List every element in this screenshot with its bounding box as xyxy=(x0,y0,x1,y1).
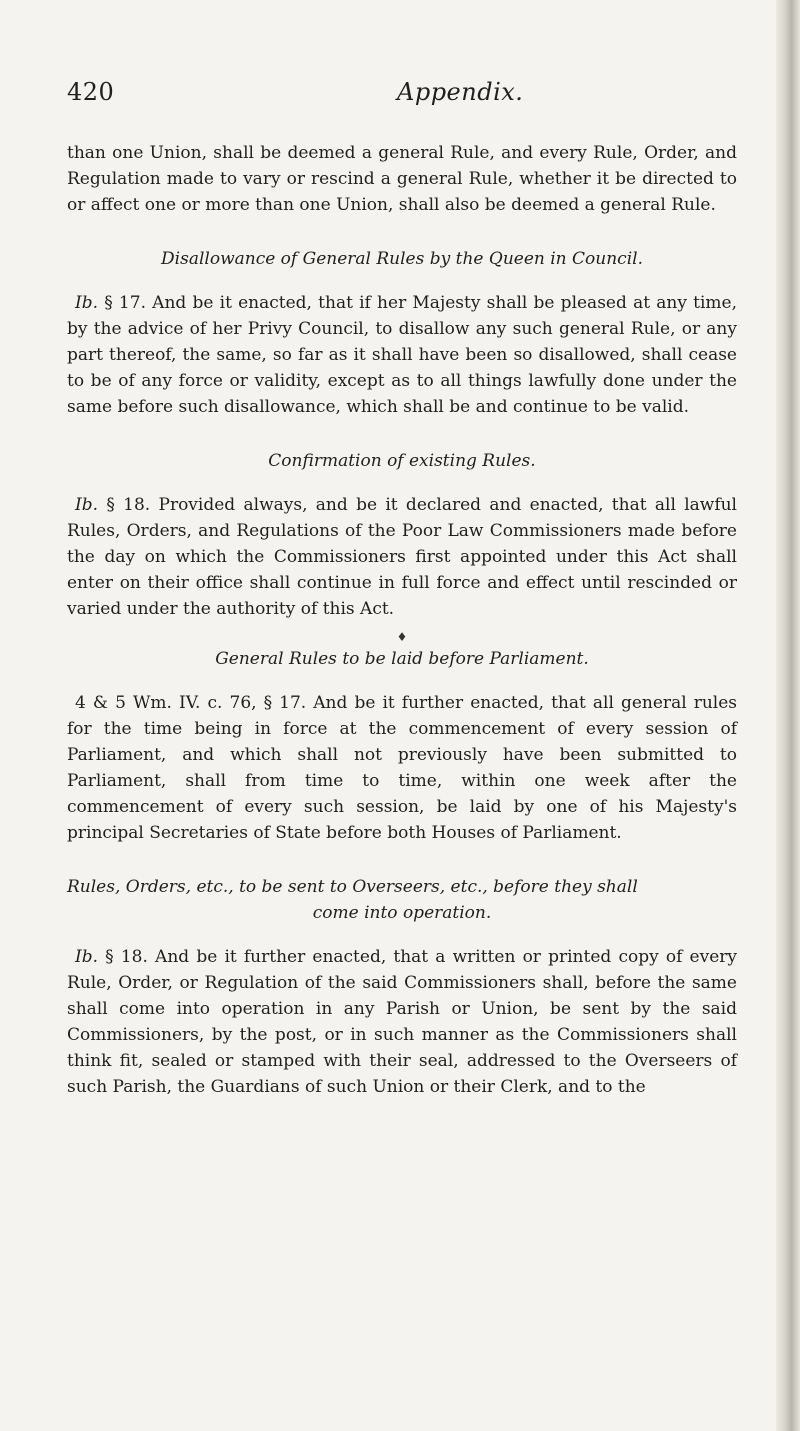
section-heading-confirmation: Confirmation of existing Rules. xyxy=(268,451,536,471)
section-reference: Ib. xyxy=(75,947,99,967)
section-heading-line1: Rules, Orders, etc., to be sent to Overseers, etc., before they shall xyxy=(67,877,638,897)
ornament-mark: ♦ xyxy=(396,630,408,644)
section-reference: Ib. xyxy=(75,293,99,313)
page-header xyxy=(67,78,737,118)
page-content xyxy=(67,140,737,1100)
section-body-parliament: 4 & 5 Wm. IV. c. 76, § 17. And be it further enacted, that all general rules for the time being in force at the commencement of every session of Parliament, and which shall not previously have been submitted to Parliament, shall from time to time, within one week after the commencement of every such session, be laid by one of his Majesty's principal Secretaries of State before both Houses of Parliament. xyxy=(67,693,737,843)
section-body-confirmation xyxy=(67,492,737,622)
section-heading-overseers xyxy=(67,874,737,926)
page-number: 420 xyxy=(67,78,115,106)
section-body-disallowance xyxy=(67,290,737,420)
section-text: § 18. And be it further enacted, that a written or printed copy of every Rule, Order, or Regulation of the said Commissioners shall, before the same shall come into operation in any Parish or Union, be sent by the said Commissioners, by the post, or in such manner as the Commissioners shall think fit, sealed or stamped with their seal, addressed to the Overseers of such Parish, the Guardians of such Union or their Clerk, and to the xyxy=(67,947,737,1097)
section-heading-disallowance: Disallowance of General Rules by the Queen in Council. xyxy=(161,249,643,269)
section-heading-parliament: General Rules to be laid before Parliament. xyxy=(215,649,589,669)
intro-paragraph: than one Union, shall be deemed a general Rule, and every Rule, Order, and Regulation made to vary or rescind a general Rule, whether it be directed to or affect one or more than one Union, shall also be deemed a general Rule. xyxy=(67,143,737,215)
running-head: Appendix. xyxy=(397,78,524,106)
section-text: § 18. Provided always, and be it declared and enacted, that all lawful Rules, Orders, and Regulations of the Poor Law Commissioners made before the day on which the Commissioners first appointed under this Act shall enter on their office shall continue in full force and effect until rescinded or varied under the authority of this Act. xyxy=(67,495,737,619)
page-binding-edge xyxy=(776,0,800,1431)
section-body-overseers xyxy=(67,944,737,1100)
section-text: § 17. And be it enacted, that if her Majesty shall be pleased at any time, by the advice of her Privy Council, to disallow any such general Rule, or any part thereof, the same, so far as it shall have been so disallowed, shall cease to be of any force or validity, except as to all things lawfully done under the same before such disallowance, which shall be and continue to be valid. xyxy=(67,293,737,417)
section-heading-line2: come into operation. xyxy=(312,903,492,923)
section-reference: Ib. xyxy=(75,495,99,515)
